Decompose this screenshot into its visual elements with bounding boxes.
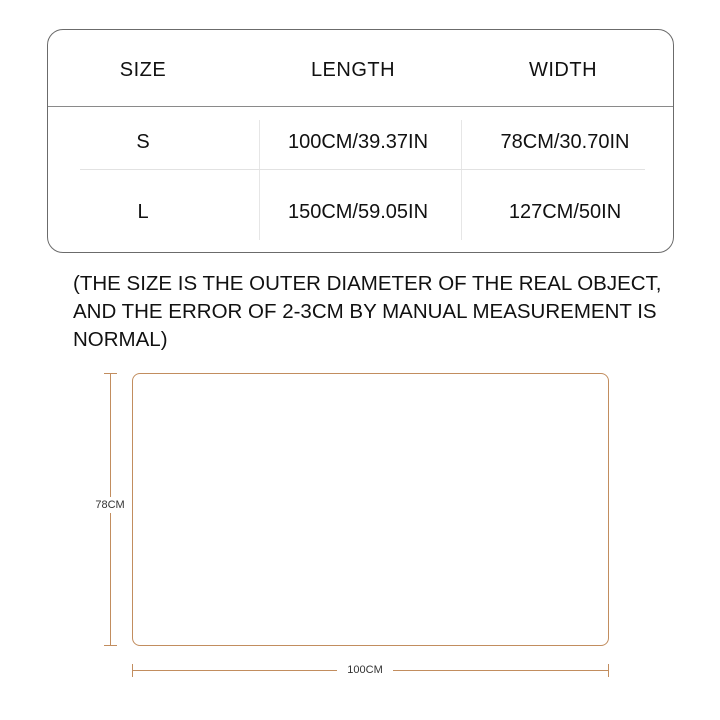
cell-size: S: [136, 131, 150, 153]
width-dimension-cap-right: [608, 664, 609, 677]
header-width: WIDTH: [528, 59, 598, 81]
table-header-row: [48, 30, 673, 107]
width-dimension-label: 100CM: [337, 662, 393, 678]
cell-size: L: [137, 201, 149, 223]
table-row: [48, 177, 673, 247]
table-row: [48, 107, 673, 177]
header-length: LENGTH: [310, 59, 396, 81]
cell-length: 150CM/59.05IN: [287, 201, 429, 223]
size-table: [47, 29, 674, 253]
height-dimension-cap-top: [104, 373, 117, 374]
height-dimension-cap-bottom: [104, 645, 117, 646]
cell-width: 78CM/30.70IN: [500, 131, 630, 153]
measurement-note: (THE SIZE IS THE OUTER DIAMETER OF THE REAL OBJECT, AND THE ERROR OF 2-3CM BY MANUAL MEASUREMENT IS NORMAL): [73, 272, 662, 351]
product-outline: [132, 373, 609, 646]
width-dimension-cap-left: [132, 664, 133, 677]
cell-width: 127CM/50IN: [508, 201, 622, 223]
header-size: SIZE: [119, 59, 167, 81]
height-dimension-label: 78CM: [88, 497, 132, 513]
cell-length: 100CM/39.37IN: [287, 131, 429, 153]
row-divider: [80, 169, 645, 170]
